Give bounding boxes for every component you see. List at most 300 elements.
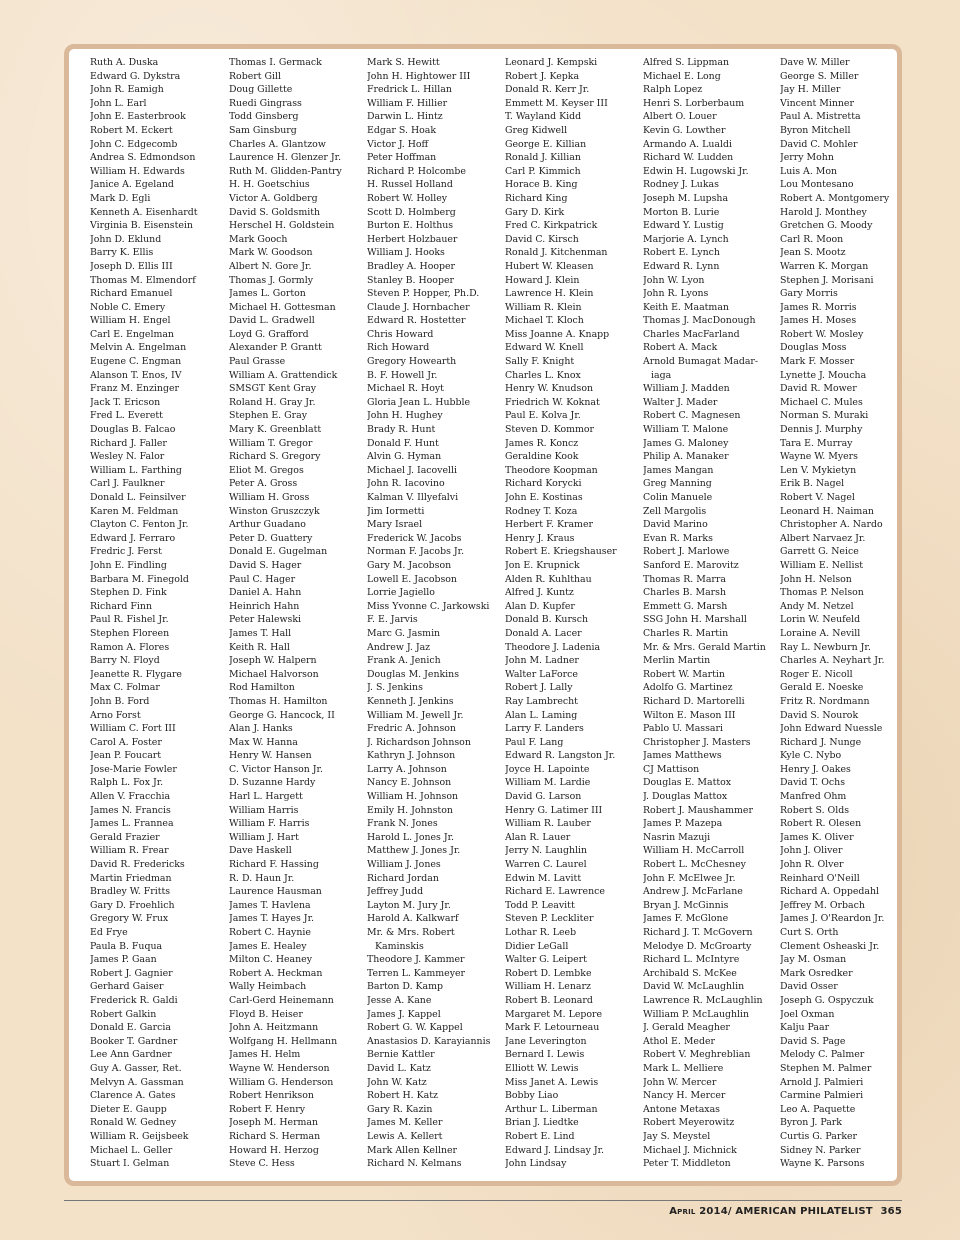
member-name: Richard W. Ludden	[643, 152, 734, 164]
name-columns	[90, 56, 900, 1176]
member-name: John Edward Nuessle	[780, 723, 883, 735]
member-name: Ralph L. Fox Jr.	[90, 777, 164, 789]
member-name: Jay H. Miller	[780, 84, 841, 96]
member-name: John B. Ford	[90, 695, 150, 707]
member-name: Morton B. Lurie	[643, 206, 720, 218]
member-name: David R. Mower	[780, 383, 857, 395]
member-name: Robert Meyerowitz	[643, 1117, 735, 1129]
member-name: Charles B. Marsh	[643, 587, 726, 599]
member-name: Victor A. Goldberg	[229, 192, 318, 204]
member-name: Athol E. Meder	[643, 1035, 716, 1047]
member-name: William R. Frear	[90, 845, 169, 857]
member-name: Sanford E. Marovitz	[643, 559, 739, 571]
member-name: Arnold J. Palmieri	[780, 1076, 864, 1088]
member-name: Marjorie A. Lynch	[643, 233, 729, 245]
member-name: Robert J. Lally	[505, 682, 573, 694]
member-name: Arthur L. Liberman	[505, 1103, 598, 1115]
member-name: Donald E. Garcia	[90, 1022, 171, 1034]
member-name: Barton D. Kamp	[367, 981, 444, 993]
member-name: Robert W. Holley	[367, 192, 448, 204]
member-name: Christopher A. Nardo	[780, 519, 883, 531]
member-name: Carmine Palmieri	[780, 1090, 864, 1102]
member-name: William E. Nellist	[780, 559, 864, 571]
member-name: Alan J. Hanks	[229, 723, 293, 735]
member-name: John H. Hughey	[367, 410, 443, 422]
member-name: William M. Lardie	[505, 777, 591, 789]
member-name: Robert E. Lind	[505, 1130, 575, 1142]
member-name: Jeffrey Judd	[367, 886, 424, 898]
member-name: Peter Halewski	[229, 614, 302, 626]
member-name: Andrea S. Edmondson	[90, 152, 196, 164]
member-name: Wesley N. Falor	[90, 451, 165, 463]
member-name: Leonard H. Naiman	[780, 505, 874, 517]
member-name: Edwin M. Lavitt	[505, 872, 582, 884]
member-name: William R. Klein	[505, 301, 582, 313]
member-name: Mr. & Mrs. Robert	[367, 927, 455, 938]
member-name: William H. Engel	[90, 315, 171, 327]
member-name: Jay S. Meystel	[643, 1130, 711, 1142]
member-name: C. Victor Hanson Jr.	[229, 763, 323, 775]
member-name: Clayton C. Fenton Jr.	[90, 519, 189, 531]
member-name: Robert W. Mosley	[780, 328, 864, 340]
member-name: Larry A. Johnson	[367, 763, 447, 775]
member-name: Chris Howard	[367, 328, 434, 340]
member-name: Mr. & Mrs. Gerald Martin	[643, 641, 766, 653]
member-name: Mark S. Hewitt	[367, 57, 440, 68]
member-name: Donald E. Gugelman	[229, 546, 328, 558]
member-name: Kyle C. Nybo	[780, 750, 842, 762]
member-name: Victor J. Hoff	[367, 138, 429, 150]
member-name: Edward R. Langston Jr.	[505, 750, 616, 762]
member-name: James M. Keller	[367, 1117, 443, 1129]
name-column-6	[780, 56, 914, 1171]
member-name: Mary K. Greenblatt	[229, 424, 322, 436]
footer-rule	[64, 1200, 902, 1201]
member-name: Adolfo G. Martinez	[643, 682, 733, 694]
member-name: Steven P. Hopper, Ph.D.	[367, 288, 480, 300]
member-name: Curt S. Orth	[780, 927, 839, 938]
member-name: David Osser	[780, 981, 838, 993]
member-name: Alfred J. Kuntz	[505, 587, 574, 599]
member-name: James R. Morris	[780, 301, 857, 313]
member-name: Paul A. Mistretta	[780, 111, 861, 123]
member-name: Richard Jordan	[367, 872, 439, 884]
member-name: John E. Easterbrook	[90, 111, 186, 123]
member-name: Melody C. Palmer	[780, 1049, 865, 1061]
member-name: Geraldine Kook	[505, 451, 579, 463]
member-name: Richard J. Faller	[90, 437, 167, 449]
member-name: James J. Kappel	[367, 1008, 441, 1020]
member-name: Heinrich Hahn	[229, 600, 300, 612]
member-name: Dave Haskell	[229, 845, 292, 857]
member-name: Edward J. Lindsay Jr.	[505, 1144, 605, 1156]
member-name: Miss Janet A. Lewis	[505, 1076, 599, 1088]
member-name: Michael H. Gottesman	[229, 301, 336, 313]
member-name: David Marino	[643, 519, 708, 531]
member-name: James L. Gorton	[229, 288, 306, 300]
member-name: Stuart I. Gelman	[90, 1158, 170, 1170]
member-name: Lawrence R. McLaughlin	[643, 994, 763, 1006]
member-name: Warren C. Laurel	[505, 859, 587, 871]
member-name: Joseph W. Halpern	[229, 655, 317, 667]
member-name: Gary D. Kirk	[505, 206, 565, 218]
member-name: Robert V. Nagel	[780, 492, 855, 503]
member-name: James T. Hayes Jr.	[229, 913, 314, 925]
member-name: George S. Miller	[780, 70, 859, 82]
member-name: Jean P. Foucart	[90, 750, 162, 762]
member-name: Paul F. Lang	[505, 736, 564, 748]
member-name: Merlin Martin	[643, 655, 711, 667]
member-name: Gary D. Froehlich	[90, 899, 175, 911]
member-name: Carl-Gerd Heinemann	[229, 994, 334, 1006]
member-name: James L. Frannea	[90, 818, 174, 830]
member-name: Antone Metaxas	[643, 1103, 720, 1115]
member-name: William J. Hooks	[367, 247, 445, 259]
member-name: Jim Iormetti	[367, 505, 425, 517]
member-name: Scott D. Holmberg	[367, 206, 456, 218]
member-name: Fred C. Kirkpatrick	[505, 220, 598, 232]
member-name: Wally Heimbach	[229, 981, 307, 993]
member-name: Gloria Jean L. Hubble	[367, 396, 471, 408]
member-name: Bernard I. Lewis	[505, 1049, 585, 1061]
member-name: Thomas R. Marra	[643, 573, 726, 585]
footer-page-number: 365	[880, 1206, 902, 1217]
member-name: Charles L. Knox	[505, 369, 581, 381]
member-name: Stephen Floreen	[90, 627, 170, 639]
member-name: Paul C. Hager	[229, 573, 296, 585]
member-name: Robert J. Marlowe	[643, 546, 730, 558]
member-name: Sally F. Knight	[505, 356, 575, 368]
member-name: D. Suzanne Hardy	[229, 777, 316, 789]
member-name: Joseph M. Lupsha	[643, 192, 729, 204]
member-name: Jerry N. Laughlin	[505, 845, 588, 857]
member-name: Kevin G. Lowther	[643, 124, 726, 136]
member-name: Brian J. Liedtke	[505, 1117, 579, 1129]
member-name: Booker T. Gardner	[90, 1035, 178, 1047]
member-name: John M. Ladner	[505, 655, 579, 667]
member-name: John H. Nelson	[780, 573, 852, 585]
member-name: Douglas B. Falcao	[90, 424, 176, 436]
member-name: Richard King	[505, 192, 568, 204]
member-name: Richard Korycki	[505, 478, 582, 490]
member-name: David L. Katz	[367, 1062, 431, 1074]
footer-publication: AMERICAN PHILATELIST	[735, 1206, 873, 1217]
member-name: Alexander P. Grantt	[229, 342, 322, 354]
name-column-2	[229, 56, 363, 1171]
member-name: Stephen M. Palmer	[780, 1062, 872, 1074]
member-name: Steven P. Leckliter	[505, 913, 594, 925]
member-name: Lothar R. Leeb	[505, 927, 577, 938]
member-name: Wilton E. Mason III	[643, 709, 736, 721]
member-name: B. F. Howell Jr.	[367, 369, 438, 381]
member-name: Robert D. Lembke	[505, 967, 592, 979]
member-name: Gerald E. Noeske	[780, 682, 864, 694]
member-name: David C. Mohler	[780, 138, 858, 150]
member-name: Richard J. T. McGovern	[643, 927, 753, 938]
member-name: Carl J. Faulkner	[90, 478, 165, 490]
member-name: David S. Goldsmith	[229, 206, 321, 218]
member-name: Peter T. Middleton	[643, 1158, 731, 1170]
member-name: Laurence Hausman	[229, 886, 322, 898]
member-name: Winston Gruszczyk	[229, 505, 320, 517]
member-name: David L. Gradwell	[229, 315, 315, 327]
member-name: Edward G. Dykstra	[90, 70, 181, 82]
member-name: Wayne W. Myers	[780, 451, 858, 463]
member-name: Ruth A. Duska	[90, 57, 159, 68]
member-name: Alfred S. Lippman	[643, 57, 730, 68]
member-name: Fred L. Everett	[90, 410, 163, 422]
footer-issue: April 2014	[669, 1206, 728, 1217]
member-name: Carl E. Engelman	[90, 328, 174, 340]
member-name: Edwin H. Lugowski Jr.	[643, 165, 749, 177]
member-name: Milton C. Heaney	[229, 954, 313, 966]
member-name: Albert Narvaez Jr.	[780, 532, 866, 544]
member-name: Ronald J. Killian	[505, 152, 581, 164]
member-name: Barbara M. Finegold	[90, 573, 189, 585]
member-name: Jack T. Ericson	[90, 396, 161, 408]
member-name: Evan R. Marks	[643, 532, 713, 544]
member-name: Dennis J. Murphy	[780, 424, 863, 436]
member-name: Eliot M. Gregos	[229, 464, 304, 476]
member-name: Gary Morris	[780, 288, 838, 300]
member-name: Joseph M. Herman	[229, 1117, 319, 1129]
member-name: Bryan J. McGinnis	[643, 899, 729, 911]
member-name: J. Gerald Meagher	[643, 1022, 730, 1034]
member-name: Kenneth A. Eisenhardt	[90, 206, 198, 218]
member-name: Edward J. Ferraro	[90, 532, 176, 544]
member-name: John R. Lyons	[643, 288, 709, 300]
member-name: Ray L. Newburn Jr.	[780, 641, 871, 653]
member-name: Lee Ann Gardner	[90, 1049, 172, 1061]
member-name: Norman F. Jacobs Jr.	[367, 546, 465, 558]
member-name: Gerhard Gaiser	[90, 981, 164, 993]
member-name: John L. Earl	[90, 97, 147, 109]
member-name: Mark Gooch	[229, 233, 288, 245]
member-name: Rodney J. Lukas	[643, 179, 719, 191]
member-name: Darwin L. Hintz	[367, 111, 443, 123]
name-column-1	[90, 56, 224, 1171]
member-name: Michael T. Kloch	[505, 315, 584, 327]
member-name: R. D. Haun Jr.	[229, 872, 295, 884]
member-name: Jean S. Mootz	[780, 247, 846, 259]
member-name: Didier LeGall	[505, 940, 569, 952]
member-name: Steven D. Kommor	[505, 424, 595, 436]
member-name: Herschel H. Goldstein	[229, 220, 335, 232]
member-name: Leonard J. Kempski	[505, 57, 598, 68]
member-name: Albert O. Louer	[643, 111, 717, 123]
member-name: Friedrich W. Koknat	[505, 396, 600, 408]
member-name: Byron Mitchell	[780, 124, 851, 136]
member-name: Joseph D. Ellis III	[90, 260, 173, 272]
member-name: Stephen J. Morisani	[780, 274, 874, 286]
member-name: Ralph Lopez	[643, 84, 703, 96]
member-name: William R. Lauber	[505, 818, 591, 830]
member-name: James Matthews	[643, 750, 722, 762]
member-name: Theodore J. Kammer	[367, 954, 465, 966]
member-name: Alan D. Kupfer	[505, 600, 575, 612]
member-name: Brady R. Hunt	[367, 424, 436, 436]
member-name: Steve C. Hess	[229, 1158, 295, 1170]
member-name: Lorrie Jagiello	[367, 587, 435, 599]
footer-separator: /	[727, 1206, 732, 1217]
member-name: Henry G. Latimer III	[505, 804, 603, 816]
member-name: Richard D. Martorelli	[643, 695, 745, 707]
member-name: Claude J. Hornbacher	[367, 301, 470, 313]
member-name: James T. Havlena	[229, 899, 311, 911]
member-name: Mark Allen Kellner	[367, 1144, 458, 1156]
member-name: Mark F. Mosser	[780, 356, 855, 368]
member-name: Richard F. Hassing	[229, 859, 319, 871]
member-name: Carl P. Kimmich	[505, 165, 581, 177]
member-name: James K. Oliver	[780, 831, 854, 843]
member-name: Melvin A. Engelman	[90, 342, 187, 354]
member-name: Roger E. Nicoll	[780, 668, 853, 680]
member-name: Edward Y. Lustig	[643, 220, 724, 232]
member-name: J. Douglas Mattox	[643, 791, 728, 803]
member-name: David T. Ochs	[780, 777, 846, 789]
member-name: Theodore Koopman	[505, 464, 598, 476]
member-name: Keith E. Maatman	[643, 301, 729, 313]
member-name: Ruedi Gingrass	[229, 97, 302, 109]
member-name: Robert J. Maushammer	[643, 804, 753, 816]
member-name: Keith R. Hall	[229, 641, 290, 653]
member-name: Peter Hoffman	[367, 152, 437, 164]
member-name: John W. Katz	[367, 1076, 427, 1088]
member-name: Tara E. Murray	[780, 437, 853, 449]
member-name: Carol A. Foster	[90, 736, 162, 748]
member-name: James R. Koncz	[505, 437, 579, 449]
member-name: Henry J. Kraus	[505, 532, 575, 544]
member-name: Robert M. Eckert	[90, 124, 173, 136]
member-name: David S. Nourok	[780, 709, 859, 721]
member-name: Martin Friedman	[90, 872, 172, 884]
member-name: Richard N. Kelmans	[367, 1158, 462, 1170]
member-name: Stanley B. Hooper	[367, 274, 454, 286]
member-name: Terren L. Kammeyer	[367, 967, 466, 979]
member-name: James Mangan	[643, 464, 714, 476]
member-name: William A. Grattendick	[229, 369, 338, 381]
member-name: Stephen D. Fink	[90, 587, 167, 599]
member-name: Leo A. Paquette	[780, 1103, 856, 1115]
member-name: Frederick W. Jacobs	[367, 532, 462, 544]
member-name: Barry K. Ellis	[90, 247, 154, 259]
member-name: Len V. Mykietyn	[780, 464, 857, 476]
member-name: Harold A. Kalkwarf	[367, 913, 459, 925]
member-name: Lowell E. Jacobson	[367, 573, 457, 585]
member-name: Gretchen G. Moody	[780, 220, 873, 232]
member-name: James G. Maloney	[643, 437, 729, 449]
member-name: Doug Gillette	[229, 84, 293, 96]
member-name: Mark F. Letourneau	[505, 1022, 600, 1034]
member-name: Jane Leverington	[505, 1035, 587, 1047]
member-name: Ronald W. Gedney	[90, 1117, 177, 1129]
member-name: Albert N. Gore Jr.	[229, 260, 312, 272]
member-name: Richard L. McIntyre	[643, 954, 740, 966]
member-name: Lawrence H. Klein	[505, 288, 594, 300]
member-name: Vincent Minner	[780, 97, 854, 109]
member-name: Henry W. Hansen	[229, 750, 312, 762]
member-name: John R. Iacovino	[367, 478, 445, 490]
member-name: Frank N. Jones	[367, 818, 438, 830]
member-name: Donald A. Lacer	[505, 627, 582, 639]
member-name: Peter A. Gross	[229, 478, 298, 490]
member-name: Howard H. Herzog	[229, 1144, 319, 1156]
member-name: Marc G. Jasmin	[367, 627, 441, 639]
member-name: Harl L. Hargett	[229, 791, 303, 803]
member-name: Joseph G. Ospyczuk	[780, 994, 874, 1006]
member-name: Thomas H. Hamilton	[229, 695, 328, 707]
member-name: Clement Osheaski Jr.	[780, 940, 880, 952]
member-name: Thomas J. Gormly	[229, 274, 313, 286]
member-name: Luis A. Mon	[780, 165, 838, 177]
member-name: Nancy E. Johnson	[367, 777, 452, 789]
member-name: Robert A. Heckman	[229, 967, 323, 979]
member-name: Thomas J. MacDonough	[643, 315, 756, 327]
member-name: Robert V. Meghreblian	[643, 1049, 751, 1061]
member-name: Paul Grasse	[229, 356, 286, 368]
member-name: Fredric J. Ferst	[90, 546, 162, 558]
member-name: Margaret M. Lepore	[505, 1008, 603, 1020]
member-name: Lynette J. Moucha	[780, 369, 867, 381]
member-name: Roland H. Gray Jr.	[229, 396, 316, 408]
member-name: Robert C. Haynie	[229, 927, 311, 938]
member-name: William F. Hillier	[367, 97, 448, 109]
member-name: Richard S. Gregory	[229, 451, 321, 463]
member-name: William H. Edwards	[90, 165, 185, 177]
member-name: Ronald J. Kitchenman	[505, 247, 608, 259]
member-name: Erik B. Nagel	[780, 478, 845, 490]
member-name: Walter G. Leipert	[505, 954, 587, 966]
member-name: John H. Hightower III	[367, 70, 471, 82]
member-name: Michael J. Iacovelli	[367, 464, 458, 476]
member-name: Burton E. Holthus	[367, 220, 454, 232]
member-name: John A. Heitzmann	[229, 1022, 319, 1034]
member-name: John R. Eamigh	[90, 84, 164, 96]
member-name: Bradley A. Hooper	[367, 260, 456, 272]
member-name: Max W. Hanna	[229, 736, 298, 748]
member-name: Edgar S. Hoak	[367, 124, 437, 136]
member-name: David G. Larson	[505, 791, 582, 803]
member-name: Donald R. Kerr Jr.	[505, 84, 590, 96]
member-name: William J. Hart	[229, 831, 299, 843]
member-name: J. S. Jenkins	[367, 682, 423, 694]
member-name: Jesse A. Kane	[367, 994, 432, 1006]
member-name: Robert J. Kepka	[505, 70, 580, 82]
member-name: Robert H. Katz	[367, 1090, 438, 1102]
member-name: William H. Lenarz	[505, 981, 591, 993]
member-name: Jerry Mohn	[780, 152, 834, 164]
member-name: Mark W. Goodson	[229, 247, 313, 259]
member-name: Norman S. Muraki	[780, 410, 869, 422]
member-name: F. E. Jarvis	[367, 614, 418, 626]
member-name: Harold L. Jones Jr.	[367, 831, 455, 843]
member-name: Jeanette R. Flygare	[90, 668, 182, 680]
member-name: Walter J. Mader	[643, 396, 718, 408]
member-name: Edward R. Lynn	[643, 260, 720, 272]
member-name: T. Wayland Kidd	[505, 111, 582, 123]
member-name: Douglas E. Mattox	[643, 777, 732, 789]
member-name: David S. Hager	[229, 559, 302, 571]
member-name: Michael E. Long	[643, 70, 721, 82]
member-name: Thomas P. Nelson	[780, 587, 864, 599]
member-name: Emmett M. Keyser III	[505, 97, 608, 109]
member-name: David W. McLaughlin	[643, 981, 745, 993]
member-name: Elliott W. Lewis	[505, 1062, 579, 1074]
member-name: Harold J. Monthey	[780, 206, 867, 218]
member-name: Henry W. Knudson	[505, 383, 594, 395]
member-name: Mark L. Melliere	[643, 1062, 724, 1074]
member-name: Donald F. Hunt	[367, 437, 439, 449]
